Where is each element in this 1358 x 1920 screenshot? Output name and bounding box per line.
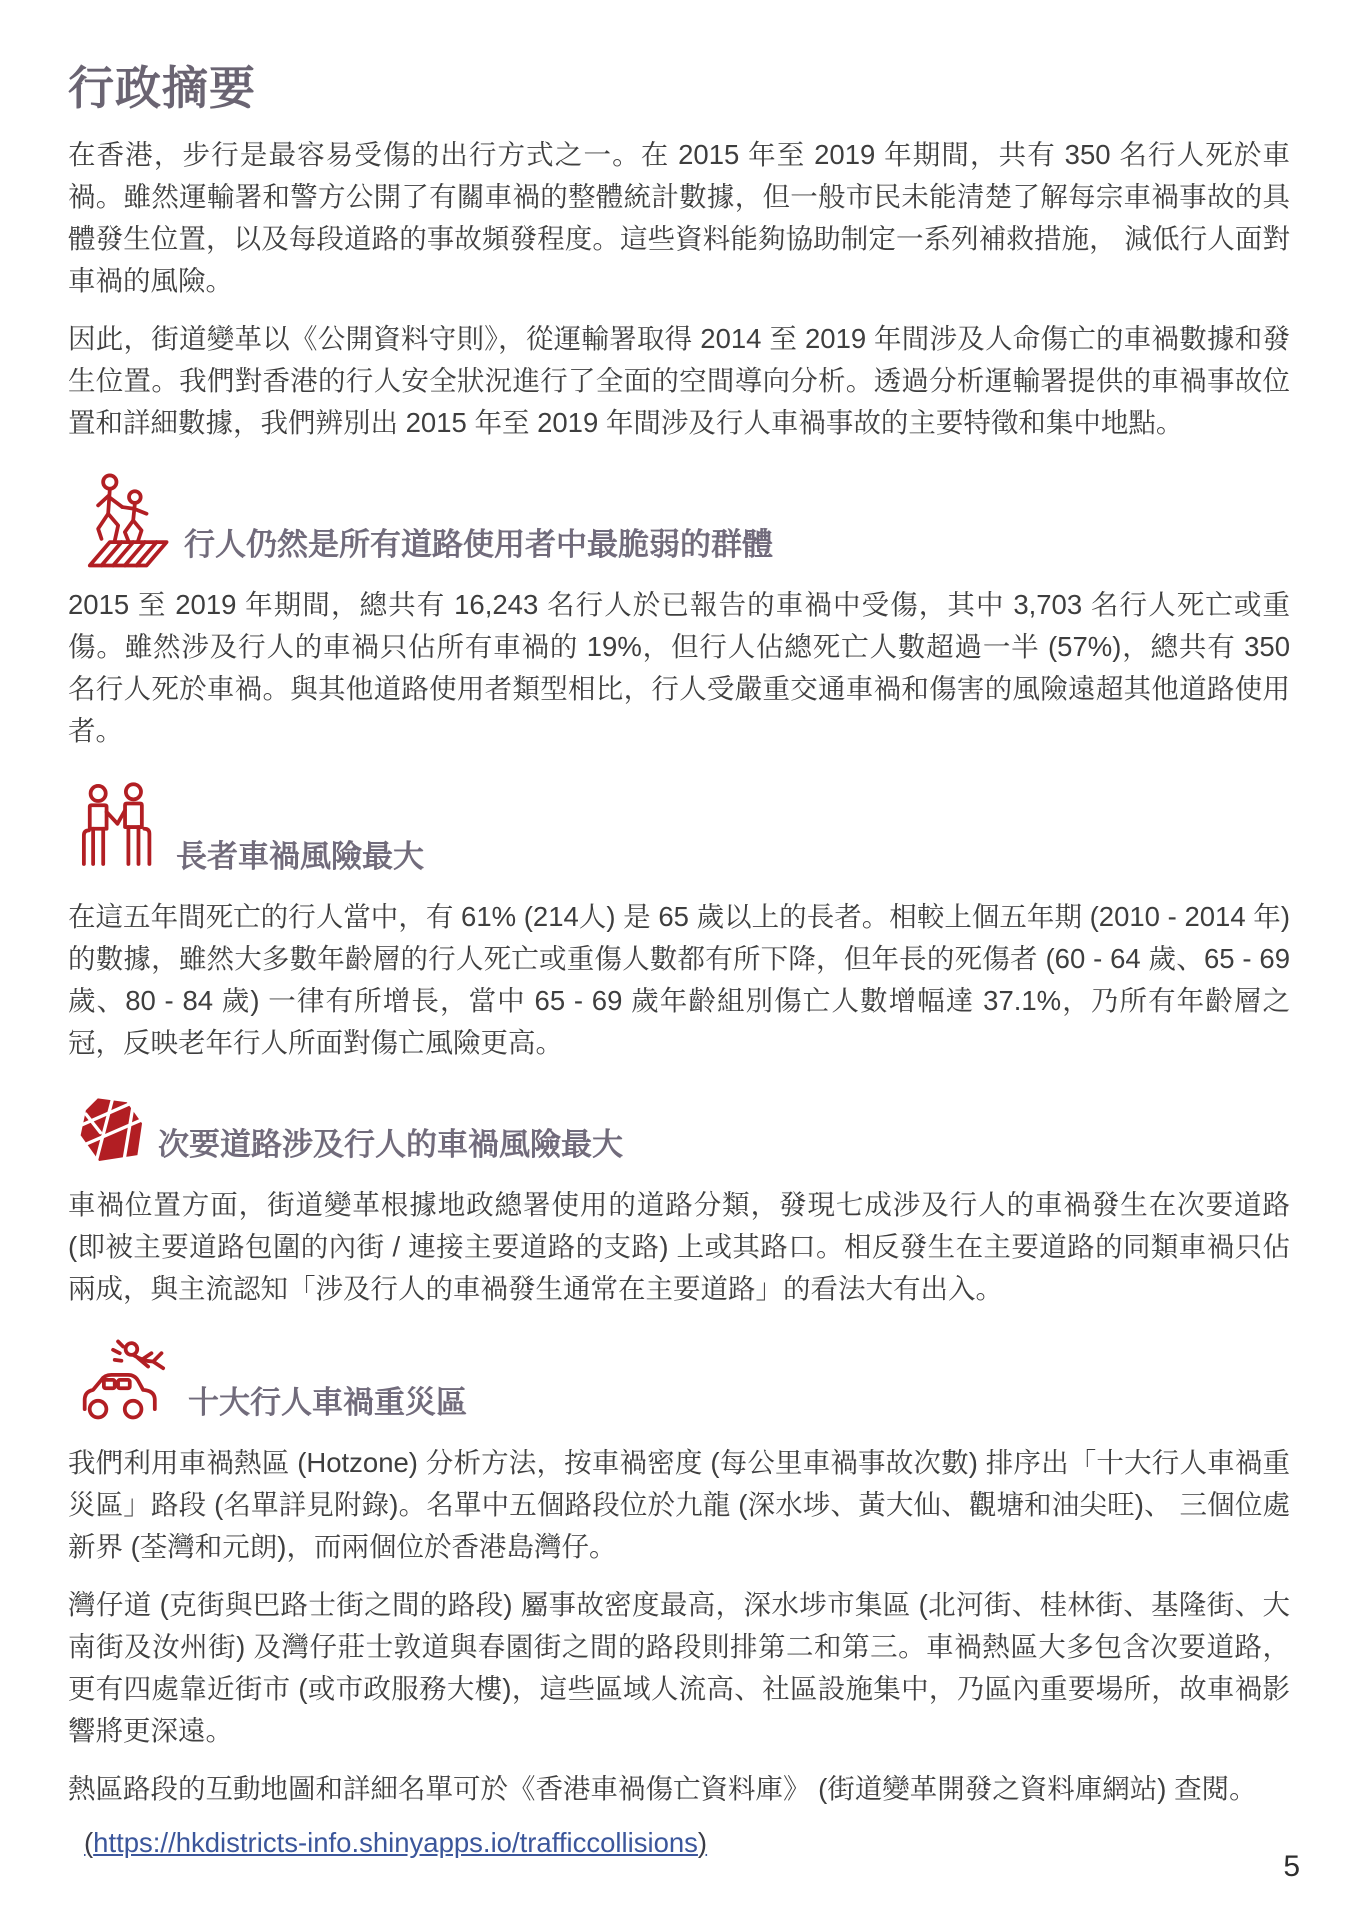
section-heading: 長者車禍風險最大 (176, 839, 424, 874)
section-paragraph: 2015 至 2019 年期間，總共有 16,243 名行人於已報告的車禍中受傷，其中 3,703 名行人死亡或重傷。雖然涉及行人的車禍只佔所有車禍的 19%，但行人佔總死亡人數超過一半 (57%)，總共有 350 名行人死於車禍。與其他道路使用者類型相比，行人受嚴重交通車禍和傷害的風險遠超其他道路使用者。 (68, 589, 1290, 746)
section-top-ten-hotzones (68, 1338, 1290, 1752)
intro-paragraph: 在香港，步行是最容易受傷的出行方式之一。在 2015 年至 2019 年期間，共有 350 名行人死於車禍。雖然運輸署和警方公開了有關車禍的整體統計數據，但一般市民未能清楚了解每宗車禍事故的具體發生位置，以及每段道路的事故頻發程度。這些資料能夠協助制定一系列補救措施， 減低行人面對車禍的風險。 (68, 139, 1290, 296)
section-header (68, 472, 1290, 568)
database-link-line (84, 1822, 1290, 1864)
page-number: 5 (1283, 1850, 1300, 1883)
elderly-couple-icon (78, 780, 162, 880)
section-paragraph: 在這五年間死亡的行人當中，有 61% (214人) 是 65 歲以上的長者。相較上個五年期 (2010 - 2014 年) 的數據，雖然大多數年齡層的行人死亡或重傷人數都有所下降，但年長的死傷者 (60 - 64 歲、65 - 69 歲、80 - 84 歲) 一律有所增長，當中 65 - 69 歲年齡組別傷亡人數增幅達 37.1%，乃所有年齡層之冠，反映老年行人所面對傷亡風險更高。 (68, 901, 1290, 1058)
section-header (68, 1092, 1290, 1168)
section-pedestrians-most-vulnerable (68, 472, 1290, 752)
section-header (68, 780, 1290, 880)
link-open-paren: ( (84, 1827, 94, 1858)
section-heading: 十大行人車禍重災區 (188, 1385, 467, 1420)
car-collision-icon (78, 1338, 174, 1426)
section-elderly-highest-risk (68, 780, 1290, 1064)
section-heading: 次要道路涉及行人的車禍風險最大 (158, 1127, 623, 1162)
road-network-icon (78, 1092, 144, 1168)
footer-availability-text: 熱區路段的互動地圖和詳細名單可於《香港車禍傷亡資料庫》 (街道變革開發之資料庫網站) 查閱。 (68, 1773, 1257, 1804)
section-heading: 行人仍然是所有道路使用者中最脆弱的群體 (184, 527, 773, 562)
section-paragraph: 車禍位置方面，街道變革根據地政總署使用的道路分類，發現七成涉及行人的車禍發生在次要道路 (即被主要道路包圍的內街 / 連接主要道路的支路) 上或其路口。相反發生在主要道路的同類車禍只佔兩成，與主流認知「涉及行人的車禍發生通常在主要道路」的看法大有出入。 (68, 1189, 1290, 1304)
section-secondary-roads-highest-risk (68, 1092, 1290, 1310)
traffic-collisions-database-link[interactable]: https://hkdistricts-info.shinyapps.io/trafficcollisions (93, 1827, 698, 1858)
section-paragraph: 灣仔道 (克街與巴路士街之間的路段) 屬事故密度最高，深水埗市集區 (北河街、桂林街、基隆街、大南街及汝州街) 及灣仔莊士敦道與春園街之間的路段則排第二和第三。車禍熱區大多包含次要道路，更有四處靠近街市 (或市政服務大樓)，這些區域人流高、社區設施集中，乃區內重要場所，故車禍影響將更深遠。 (68, 1589, 1290, 1746)
section-paragraph: 我們利用車禍熱區 (Hotzone) 分析方法，按車禍密度 (每公里車禍事故次數) 排序出「十大行人車禍重災區」路段 (名單詳見附錄)。名單中五個路段位於九龍 (深水埗、黃大仙、觀塘和油尖旺)、 三個位處新界 (荃灣和元朗)，而兩個位於香港島灣仔。 (68, 1447, 1290, 1562)
link-wrapper (84, 1827, 707, 1858)
intro-paragraph: 因此，街道變革以《公開資料守則》，從運輸署取得 2014 至 2019 年間涉及人命傷亡的車禍數據和發生位置。我們對香港的行人安全狀況進行了全面的空間導向分析。透過分析運輸署提供的車禍事故位置和詳細數據，我們辨別出 2015 年至 2019 年間涉及行人車禍事故的主要特徵和集中地點。 (68, 323, 1290, 438)
section-header (68, 1338, 1290, 1426)
link-close-paren: ) (697, 1827, 708, 1858)
page-title: 行政摘要 (68, 62, 256, 114)
pedestrians-crossing-icon (78, 472, 170, 568)
